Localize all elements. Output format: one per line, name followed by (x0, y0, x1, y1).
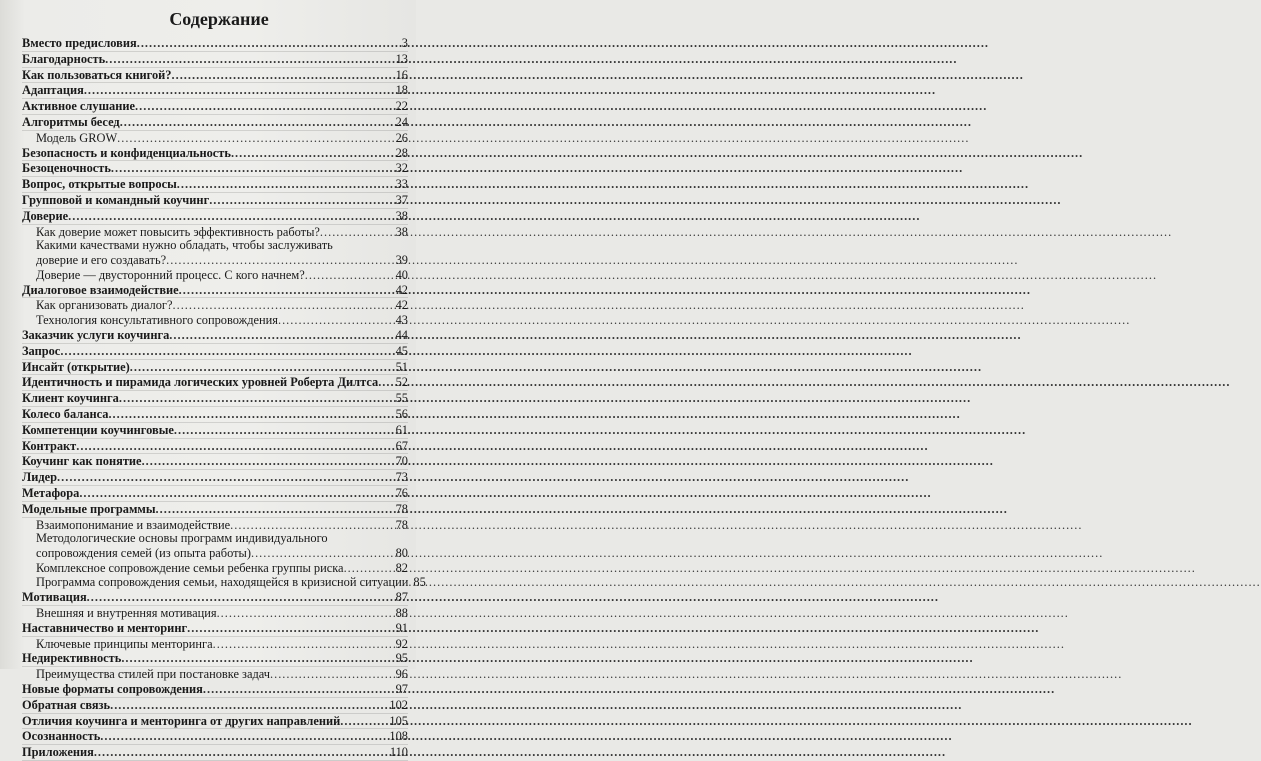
toc-page-number: 52 (395, 375, 408, 390)
dot-leader (231, 146, 395, 161)
toc-entry (22, 283, 408, 299)
toc-subentry (22, 532, 408, 546)
toc-entry (22, 115, 408, 131)
dot-leader (217, 606, 395, 621)
dot-leader (177, 177, 395, 192)
toc-page-number: 44 (395, 327, 408, 342)
toc-entry (22, 470, 408, 486)
toc-entry (22, 391, 408, 407)
toc-entry-title: Безопасность и конфиденциальность (22, 145, 231, 160)
toc-entry-title: доверие и его создавать? (36, 252, 167, 267)
dot-leader (172, 68, 395, 83)
dot-leader (305, 268, 395, 283)
dot-leader (105, 52, 394, 67)
toc-entry-title: Ключевые принципы менторинга (36, 636, 213, 651)
dot-leader (173, 298, 395, 313)
dot-leader (278, 313, 395, 328)
toc-entry (22, 146, 408, 162)
toc-page-number: 16 (395, 67, 408, 82)
toc-subentry (22, 253, 408, 268)
dot-leader (187, 621, 395, 636)
dot-leader (110, 698, 388, 713)
toc-entry-title: Модель GROW (36, 130, 118, 145)
toc-entry-title: Доверие — двусторонний процесс. С кого начнем? (36, 267, 305, 282)
toc-entry-title: Взаимопонимание и взаимодействие (36, 517, 231, 532)
dot-leader (209, 193, 394, 208)
toc-entry-title: Внешняя и внутренняя мотивация (36, 606, 217, 621)
dot-leader (84, 83, 395, 98)
toc-entry-title: Благодарность (22, 51, 106, 66)
toc-page-number: 18 (395, 83, 408, 98)
toc-entry (22, 682, 408, 698)
dot-leader (68, 209, 394, 224)
toc-entry-title: Вместо предисловия (22, 36, 137, 50)
dot-leader (179, 283, 395, 298)
toc-entry-title: Клиент коучинга (22, 391, 119, 406)
toc-entry (22, 193, 408, 209)
toc-entry (22, 177, 408, 193)
toc-subentry (22, 606, 408, 621)
toc-entry-title: Вопрос, открытые вопросы (22, 177, 177, 192)
toc-subentry (22, 637, 408, 652)
dot-leader (270, 667, 395, 682)
toc-page-number: 51 (395, 359, 408, 374)
toc-entry-title: Доверие (22, 208, 69, 223)
toc-page-number: 56 (395, 406, 408, 421)
toc-page-number: 13 (395, 51, 408, 66)
dot-leader (57, 470, 395, 485)
toc-entry-title: Комплексное сопровождение семьи ребенка группы риска (36, 560, 344, 575)
toc-entry (22, 407, 408, 423)
toc-entry (22, 36, 408, 52)
toc-page-number: 28 (395, 145, 408, 160)
toc-page-number: 102 (389, 697, 408, 712)
dot-leader (60, 344, 394, 359)
toc-subentry (22, 313, 408, 328)
toc-entry-title: Методологические основы программ индивидуального (36, 531, 328, 546)
dot-leader (121, 651, 394, 666)
dot-leader (135, 99, 395, 114)
dot-leader (344, 561, 395, 576)
toc-subentry (22, 518, 408, 533)
toc-page-number: 80 (395, 545, 408, 560)
dot-leader (130, 360, 395, 375)
toc-page-number: 96 (395, 667, 408, 682)
toc-entry-title: Преимущества стилей при постановке задач (36, 667, 270, 682)
dot-leader (87, 590, 395, 605)
toc-entry-title: Как пользоваться книгой? (22, 67, 172, 82)
toc-page-number: 82 (395, 560, 408, 575)
toc-entry-title: Мотивация (22, 590, 87, 605)
toc-entry-title: Лидер (22, 470, 58, 485)
toc-entry-title: Модельные программы (22, 501, 156, 516)
toc-entry-title: Технология консультативного сопровождения (36, 313, 278, 328)
toc-entry (22, 360, 408, 376)
toc-entry (22, 621, 408, 637)
toc-entry (22, 745, 408, 761)
toc-entry-title: Заказчик услуги коучинга (22, 327, 170, 342)
dot-leader (137, 36, 401, 51)
toc-entry-title: Активное слушание (22, 99, 136, 114)
page-title: Содержание (169, 9, 269, 29)
toc-entry (22, 454, 408, 470)
dot-leader (117, 131, 394, 146)
toc-entry-title: Программа сопровождения семьи, находящейся в кризисной ситуации (36, 575, 409, 590)
toc-page-number: 78 (395, 501, 408, 516)
toc-subentry (22, 131, 408, 146)
toc-subentry (22, 268, 408, 283)
toc-entry (22, 52, 408, 68)
toc-subentry (22, 298, 408, 313)
toc-entry (22, 68, 408, 84)
toc-entry (22, 83, 408, 99)
toc-page-number: 87 (395, 590, 408, 605)
dot-leader (320, 225, 395, 240)
dot-leader (76, 439, 394, 454)
toc-subentry (22, 239, 408, 253)
toc-page-number: 91 (395, 620, 408, 635)
toc-page-number: 42 (395, 298, 408, 313)
toc-entry-title: Идентичность и пирамида логических уровней Роберта Дилтса (22, 375, 379, 390)
toc-entry-title: Обратная связь (22, 697, 111, 712)
toc-entry-title: Инсайт (открытие) (22, 359, 130, 374)
toc-entry-title: Метафора (22, 485, 80, 500)
toc-entry-title: Запрос (22, 343, 61, 358)
table-of-contents (22, 36, 426, 761)
book-page (0, 0, 426, 760)
toc-page-number: 26 (395, 130, 408, 145)
toc-page-number: 67 (395, 438, 408, 453)
dot-leader (94, 745, 389, 760)
toc-entry-title: Какими качествами нужно обладать, чтобы заслуживать (36, 238, 333, 253)
toc-entry (22, 486, 408, 502)
toc-page-number: 88 (395, 606, 408, 621)
toc-entry-title: Контракт (22, 438, 77, 453)
toc-page-number: 105 (389, 713, 408, 728)
toc-page-number: 73 (395, 470, 408, 485)
toc-entry (22, 698, 408, 714)
toc-page-number: 42 (395, 282, 408, 297)
dot-leader (203, 682, 395, 697)
toc-entry (22, 344, 408, 360)
toc-page-number: 37 (395, 192, 408, 207)
toc-entry-title: Диалоговое взаимодействие (22, 282, 179, 297)
toc-entry-title: сопровождения семей (из опыта работы) (36, 545, 251, 560)
toc-page-number: 32 (395, 161, 408, 176)
dot-leader (230, 518, 394, 533)
dot-leader (119, 391, 395, 406)
toc-subentry (22, 575, 426, 590)
dot-leader (169, 328, 394, 343)
dot-leader (166, 253, 395, 268)
toc-page-number: 92 (395, 636, 408, 651)
toc-entry-title: Групповой и командный коучинг (22, 192, 210, 207)
toc-entry-title: Приложения (22, 745, 94, 760)
toc-entry-title: Колесо баланса (22, 406, 109, 421)
toc-page-number: 39 (395, 252, 408, 267)
toc-entry (22, 328, 408, 344)
toc-entry (22, 375, 408, 391)
toc-page-number: 43 (395, 313, 408, 328)
toc-page-number: 110 (389, 745, 408, 760)
toc-page-number: 24 (395, 114, 408, 129)
toc-subentry (22, 561, 408, 576)
toc-entry (22, 714, 408, 730)
toc-page-number: 3 (401, 36, 408, 50)
dot-leader (120, 115, 395, 130)
dot-leader (100, 729, 388, 744)
toc-entry-title: Наставничество и менторинг (22, 620, 188, 635)
toc-entry-title: Коучинг как понятие (22, 454, 142, 469)
toc-subentry (22, 546, 408, 561)
toc-page-number: 95 (395, 651, 408, 666)
toc-page-number: 61 (395, 422, 408, 437)
toc-page-number: 85 (413, 575, 426, 590)
toc-entry (22, 729, 408, 745)
dot-leader (340, 714, 388, 729)
toc-page-number: 45 (395, 343, 408, 358)
dot-leader (251, 546, 395, 561)
toc-entry (22, 209, 408, 225)
toc-entry (22, 439, 408, 455)
toc-entry-title: Как доверие может повысить эффективность работы? (36, 224, 320, 239)
toc-page-number: 70 (395, 454, 408, 469)
toc-page-number: 76 (395, 485, 408, 500)
toc-page-number: 97 (395, 682, 408, 697)
toc-page-number: 55 (395, 391, 408, 406)
dot-leader (174, 423, 395, 438)
toc-entry (22, 590, 408, 606)
toc-entry (22, 502, 408, 518)
toc-page-number: 38 (395, 224, 408, 239)
toc-entry (22, 651, 408, 667)
toc-page-number: 108 (389, 729, 408, 744)
dot-leader (156, 502, 395, 517)
toc-entry (22, 161, 408, 177)
dot-leader (111, 161, 395, 176)
toc-entry-title: Как организовать диалог? (36, 298, 173, 313)
toc-page-number: 33 (395, 177, 408, 192)
toc-entry (22, 423, 408, 439)
toc-entry-title: Безоценочность (22, 161, 111, 176)
toc-subentry (22, 667, 408, 682)
dot-leader (213, 637, 395, 652)
toc-entry-title: Алгоритмы бесед (22, 114, 120, 129)
toc-entry-title: Недирективность (22, 651, 122, 666)
dot-leader (79, 486, 394, 501)
toc-entry-title: Адаптация (22, 83, 84, 98)
dot-leader (108, 407, 394, 422)
toc-page-number: 38 (395, 208, 408, 223)
toc-entry-title: Осознанность (22, 729, 101, 744)
toc-entry-title: Компетенции коучинговые (22, 422, 174, 437)
dot-leader (142, 454, 395, 469)
toc-entry-title: Отличия коучинга и менторинга от других направлений (22, 713, 341, 728)
toc-subentry (22, 225, 408, 240)
dot-leader (378, 375, 394, 390)
toc-entry (22, 99, 408, 115)
toc-page-number: 22 (395, 99, 408, 114)
toc-page-number: 78 (395, 517, 408, 532)
toc-page-number: 40 (395, 267, 408, 282)
toc-entry-title: Новые форматы сопровождения (22, 682, 203, 697)
